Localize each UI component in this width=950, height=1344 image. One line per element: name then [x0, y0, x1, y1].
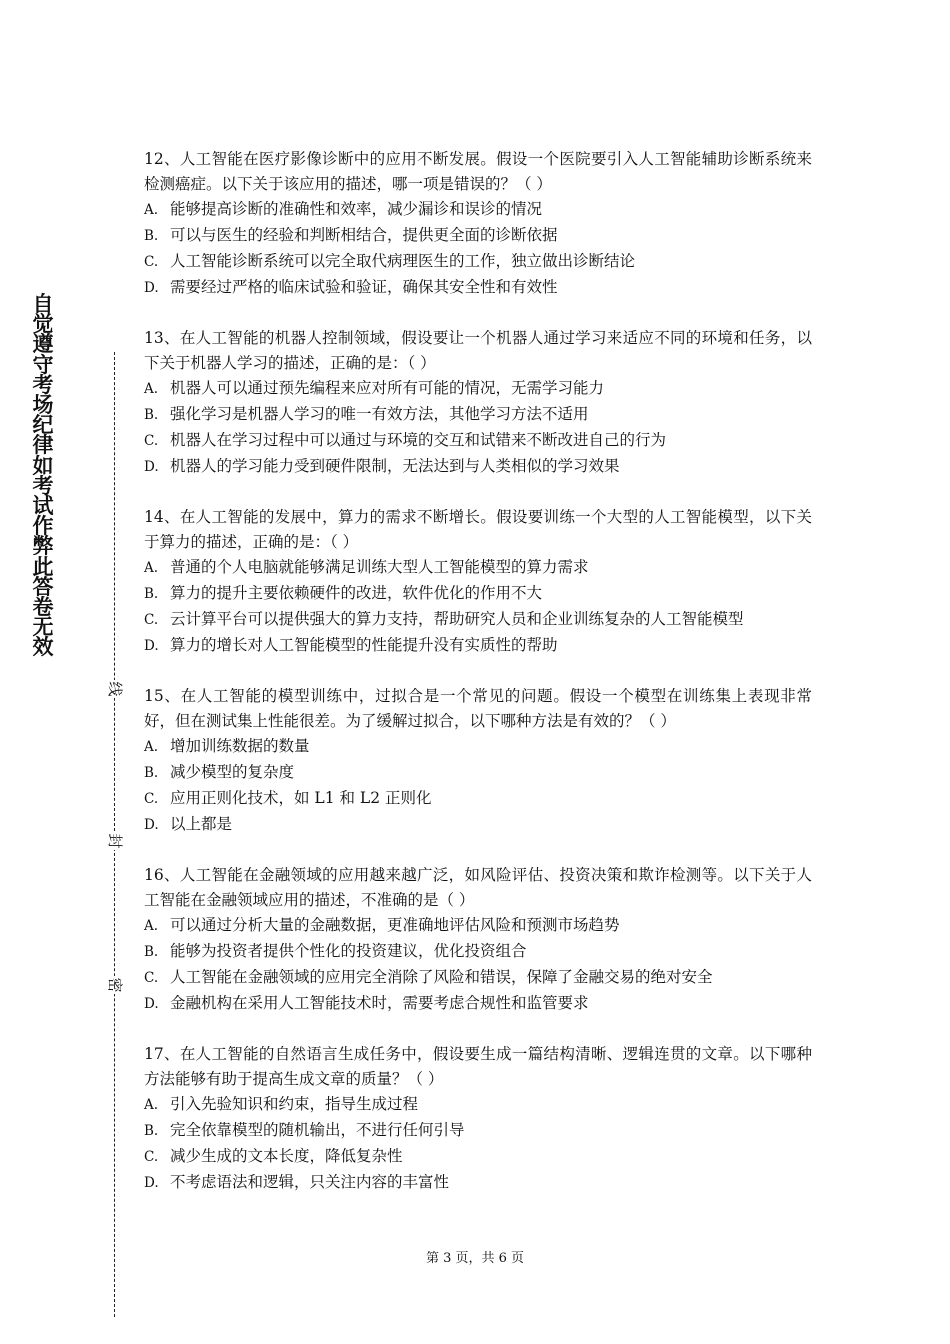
option-a — [144, 1092, 812, 1118]
option-letter: B. — [144, 407, 159, 423]
question-stem: 13、在人工智能的机器人控制领域，假设要让一个机器人通过学习来适应不同的环境和任务，以下关于机器人学习的描述，正确的是：（ ） — [144, 329, 812, 372]
option-text: 不考虑语法和逻辑，只关注内容的丰富性 — [170, 1173, 450, 1191]
option-letter: D. — [144, 817, 159, 833]
question-16 — [144, 863, 812, 1017]
option-letter: C. — [144, 433, 159, 449]
option-list — [144, 555, 812, 659]
option-letter: C. — [144, 1149, 159, 1165]
question-14 — [144, 505, 812, 659]
option-c — [144, 428, 812, 454]
option-text: 算力的提升主要依赖硬件的改进，软件优化的作用不大 — [170, 584, 543, 602]
option-letter: C. — [144, 254, 159, 270]
question-list — [144, 147, 812, 1221]
option-b — [144, 939, 812, 965]
option-list — [144, 197, 812, 301]
option-text: 强化学习是机器人学习的唯一有效方法，其他学习方法不适用 — [170, 405, 589, 423]
option-text: 机器人在学习过程中可以通过与环境的交互和试错来不断改进自己的行为 — [170, 431, 667, 449]
option-letter: A. — [144, 918, 159, 934]
option-text: 机器人的学习能力受到硬件限制，无法达到与人类相似的学习效果 — [170, 457, 620, 475]
option-text: 引入先验知识和约束，指导生成过程 — [170, 1095, 419, 1113]
option-c — [144, 249, 812, 275]
option-text: 人工智能在金融领域的应用完全消除了风险和错误，保障了金融交易的绝对安全 — [170, 968, 713, 986]
option-text: 增加训练数据的数量 — [170, 737, 310, 755]
option-letter: D. — [144, 996, 159, 1012]
question-stem: 17、在人工智能的自然语言生成任务中，假设要生成一篇结构清晰、逻辑连贯的文章。以下哪种方法能够有助于提高生成文章的质量？（ ） — [144, 1045, 812, 1088]
option-b — [144, 581, 812, 607]
option-a — [144, 734, 812, 760]
option-list — [144, 913, 812, 1017]
option-d — [144, 1170, 812, 1196]
seal-mark-line: 线 — [106, 681, 124, 697]
option-text: 应用正则化技术，如 L1 和 L2 正则化 — [170, 789, 432, 807]
option-letter: A. — [144, 381, 159, 397]
option-d — [144, 454, 812, 480]
question-15 — [144, 684, 812, 838]
option-c — [144, 1144, 812, 1170]
option-c — [144, 607, 812, 633]
option-text: 减少模型的复杂度 — [170, 763, 295, 781]
option-b — [144, 760, 812, 786]
option-b — [144, 1118, 812, 1144]
option-a — [144, 913, 812, 939]
option-letter: A. — [144, 1097, 159, 1113]
option-text: 算力的增长对人工智能模型的性能提升没有实质性的帮助 — [170, 636, 558, 654]
option-letter: B. — [144, 944, 159, 960]
option-text: 需要经过严格的临床试验和验证，确保其安全性和有效性 — [170, 278, 558, 296]
option-b — [144, 402, 812, 428]
option-c — [144, 965, 812, 991]
option-text: 可以通过分析大量的金融数据，更准确地评估风险和预测市场趋势 — [170, 916, 620, 934]
option-d — [144, 812, 812, 838]
option-text: 以上都是 — [170, 815, 233, 833]
page-number: 第 3 页，共 6 页 — [425, 1251, 525, 1266]
option-a — [144, 555, 812, 581]
option-text: 金融机构在采用人工智能技术时，需要考虑合规性和监管要求 — [170, 994, 589, 1012]
option-text: 完全依靠模型的随机输出，不进行任何引导 — [170, 1121, 465, 1139]
option-list — [144, 1092, 812, 1196]
option-letter: A. — [144, 739, 159, 755]
option-letter: B. — [144, 586, 159, 602]
option-letter: D. — [144, 1175, 159, 1191]
option-letter: C. — [144, 970, 159, 986]
option-a — [144, 376, 812, 402]
question-stem: 12、人工智能在医疗影像诊断中的应用不断发展。假设一个医院要引入人工智能辅助诊断系统来检测癌症。以下关于该应用的描述，哪一项是错误的？（ ） — [144, 150, 812, 193]
option-b — [144, 223, 812, 249]
option-list — [144, 376, 812, 480]
option-text: 可以与医生的经验和判断相结合，提供更全面的诊断依据 — [170, 226, 558, 244]
option-letter: D. — [144, 459, 159, 475]
question-stem: 14、在人工智能的发展中，算力的需求不断增长。假设要训练一个大型的人工智能模型，以下关于算力的描述，正确的是：（ ） — [144, 508, 812, 551]
option-text: 人工智能诊断系统可以完全取代病理医生的工作，独立做出诊断结论 — [170, 252, 636, 270]
question-13 — [144, 326, 812, 480]
option-letter: A. — [144, 560, 159, 576]
option-letter: B. — [144, 228, 159, 244]
option-text: 能够提高诊断的准确性和效率，减少漏诊和误诊的情况 — [170, 200, 543, 218]
option-letter: C. — [144, 791, 159, 807]
option-d — [144, 633, 812, 659]
seal-mark-secret: 密 — [106, 977, 124, 993]
question-12 — [144, 147, 812, 301]
option-letter: A. — [144, 202, 159, 218]
question-stem: 16、人工智能在金融领域的应用越来越广泛，如风险评估、投资决策和欺诈检测等。以下关于人工智能在金融领域应用的描述，不准确的是（ ） — [144, 866, 812, 909]
option-letter: D. — [144, 638, 159, 654]
option-list — [144, 734, 812, 838]
option-letter: C. — [144, 612, 159, 628]
option-a — [144, 197, 812, 223]
option-d — [144, 991, 812, 1017]
option-text: 机器人可以通过预先编程来应对所有可能的情况，无需学习能力 — [170, 379, 605, 397]
option-letter: B. — [144, 765, 159, 781]
option-letter: D. — [144, 280, 159, 296]
option-text: 能够为投资者提供个性化的投资建议，优化投资组合 — [170, 942, 527, 960]
option-text: 减少生成的文本长度，降低复杂性 — [170, 1147, 403, 1165]
option-text: 云计算平台可以提供强大的算力支持，帮助研究人员和企业训练复杂的人工智能模型 — [170, 610, 744, 628]
option-text: 普通的个人电脑就能够满足训练大型人工智能模型的算力需求 — [170, 558, 589, 576]
exam-discipline-notice: 自觉遵守考场纪律如考试作弊此答卷无效 — [32, 292, 54, 660]
seal-mark-seal: 封 — [106, 833, 124, 849]
option-d — [144, 275, 812, 301]
option-letter: B. — [144, 1123, 159, 1139]
option-c — [144, 786, 812, 812]
question-stem: 15、在人工智能的模型训练中，过拟合是一个常见的问题。假设一个模型在训练集上表现非常好，但在测试集上性能很差。为了缓解过拟合，以下哪种方法是有效的？（ ） — [144, 687, 812, 730]
question-17 — [144, 1042, 812, 1196]
